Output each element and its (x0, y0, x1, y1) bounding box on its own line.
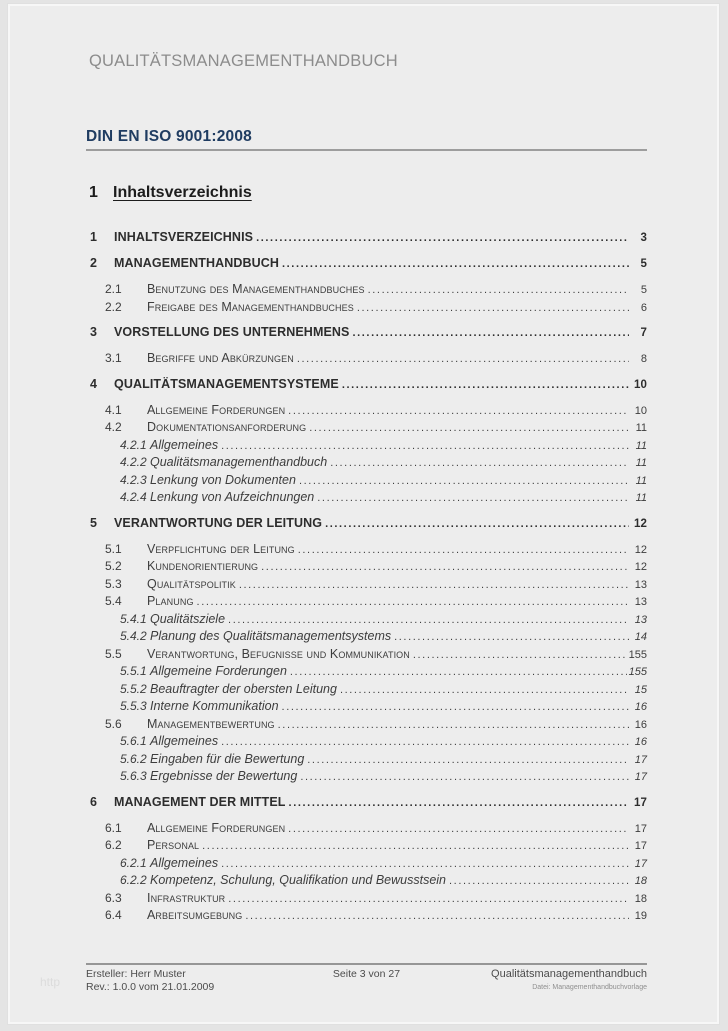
toc-entry-label: Lenkung von Dokumenten (150, 472, 296, 487)
toc-entry-page: 155 (628, 666, 647, 678)
document-page (8, 4, 719, 1024)
toc-dot-leader (228, 891, 629, 905)
toc-entry-page: 11 (635, 422, 647, 434)
toc-entry-label: Ergebnisse der Bewertung (150, 769, 298, 783)
toc-dot-leader (282, 256, 629, 270)
toc-dot-leader (300, 769, 629, 783)
toc-entry (86, 891, 647, 909)
toc-entry-label: Interne Kommunikation (150, 699, 279, 713)
toc-entry (86, 734, 647, 752)
toc-entry-label: Verantwortung, Befugnisse und Kommunikation (147, 646, 410, 661)
toc-entry-label: Qualitätspolitik (147, 576, 236, 591)
toc-entry (86, 699, 647, 717)
toc-entry-number: 6.4 (105, 908, 122, 922)
toc-entry-number: 4.2.2 (120, 455, 147, 469)
toc-dot-leader (340, 682, 629, 696)
toc-entry-label: Benutzung des Managementhandbuches (147, 282, 365, 296)
toc-entry-label: INHALTSVERZEICHNIS (114, 230, 254, 244)
toc-dot-leader (342, 377, 629, 391)
toc-entry-number: 4.2.4 (120, 490, 147, 504)
footer-right (460, 968, 647, 994)
section-title: Inhaltsverzeichnis (113, 184, 252, 201)
toc-entry-number: 5.5 (105, 646, 122, 661)
toc-entry-label: Qualitätsmanagementhandbuch (150, 455, 328, 469)
toc-entry-page: 12 (634, 517, 647, 530)
toc-dot-leader (282, 699, 629, 713)
watermark-text: http (40, 975, 61, 989)
toc-entry-number: 4.2.3 (120, 472, 147, 487)
toc-entry (86, 516, 647, 534)
toc-entry-label: Beauftragter der obersten Leitung (150, 681, 337, 696)
toc-entry-label: MANAGEMENTHANDBUCH (114, 256, 279, 270)
toc-entry (86, 795, 647, 813)
toc-entry (86, 577, 647, 595)
toc-entry-page: 15 (634, 683, 647, 696)
toc-entry (86, 256, 647, 274)
toc-entry-number: 5.4.1 (120, 611, 147, 626)
toc-entry-label: Verpflichtung der Leitung (147, 541, 295, 556)
toc-dot-leader (290, 664, 627, 678)
toc-entry-number: 5.6.1 (120, 734, 147, 748)
toc-entry-label: MANAGEMENT DER MITTEL (114, 794, 286, 809)
toc-entry (86, 282, 647, 300)
toc-entry-label: Begriffe und Abkürzungen (147, 351, 294, 365)
toc-entry (86, 752, 647, 770)
toc-entry (86, 647, 647, 665)
toc-entry-page: 17 (634, 771, 647, 783)
toc-entry-label: Qualitätsziele (150, 611, 226, 626)
toc-entry-page: 13 (634, 596, 647, 608)
toc-dot-leader (352, 325, 629, 339)
toc-entry-number: 5.5.2 (120, 681, 147, 696)
toc-dot-leader (278, 717, 629, 731)
toc-dot-leader (307, 752, 629, 766)
toc-entry-page: 18 (634, 892, 647, 905)
toc-entry-page: 19 (634, 910, 647, 922)
toc-entry-label: Managementbewertung (147, 716, 275, 731)
toc-entry-number: 5.6 (105, 716, 122, 731)
toc-entry (86, 473, 647, 491)
table-of-contents (86, 202, 647, 926)
toc-dot-leader (221, 734, 629, 748)
toc-entry-page: 18 (634, 875, 647, 887)
toc-dot-leader (228, 612, 629, 626)
toc-entry-number: 6.2.2 (120, 873, 147, 887)
toc-entry-number: 5.5.3 (120, 699, 147, 713)
toc-entry-page: 17 (634, 796, 647, 809)
toc-dot-leader (239, 577, 629, 591)
toc-entry-page: 16 (634, 701, 647, 713)
footer-file-info: Datei: Managementhandbuchvorlage (532, 984, 647, 991)
toc-entry-number: 6.1 (105, 820, 122, 835)
toc-entry-label: Personal (147, 838, 200, 852)
toc-entry-number: 5.6.3 (120, 769, 147, 783)
toc-dot-leader (288, 403, 629, 417)
toc-entry (86, 664, 647, 682)
toc-dot-leader (317, 490, 629, 504)
footer-doc-title: Qualitätsmanagementhandbuch (491, 968, 647, 980)
toc-entry-page: 13 (634, 578, 647, 591)
toc-entry-page: 3 (640, 232, 647, 244)
toc-dot-leader (394, 629, 629, 643)
toc-entry-label: VERANTWORTUNG DER LEITUNG (114, 515, 323, 530)
toc-entry-number: 5.4 (105, 594, 122, 608)
footer-page-info: Seite 3 von 27 (332, 968, 401, 980)
document-title: QUALITÄTSMANAGEMENTHANDBUCH (89, 52, 398, 70)
toc-entry (86, 403, 647, 421)
toc-dot-leader (330, 455, 629, 469)
toc-entry-label: Allgemeines (150, 855, 219, 870)
toc-entry-page: 10 (634, 378, 647, 391)
toc-entry-page: 11 (635, 474, 647, 487)
toc-entry-label: Eingaben für die Bewertung (150, 751, 305, 766)
toc-entry-page: 17 (634, 840, 647, 852)
toc-dot-leader (197, 594, 629, 608)
toc-entry-label: Allgemeine Forderungen (147, 820, 286, 835)
toc-entry-page: 11 (635, 457, 647, 469)
toc-entry-page: 16 (634, 718, 647, 731)
page-footer (86, 963, 647, 994)
toc-entry-number: 5.6.2 (120, 751, 147, 766)
toc-entry-page: 14 (634, 631, 647, 643)
toc-entry (86, 420, 647, 438)
toc-entry-label: Arbeitsumgebung (147, 908, 243, 922)
toc-entry-label: Allgemeine Forderungen (150, 664, 287, 678)
toc-dot-leader (256, 230, 629, 244)
toc-entry-label: Planung des Qualitätsmanagementsystems (150, 629, 392, 643)
toc-entry-label: Kundenorientierung (147, 559, 259, 573)
toc-entry-page: 8 (640, 353, 647, 365)
toc-entry-label: Dokumentationsanforderung (147, 420, 307, 434)
standard-heading: DIN EN ISO 9001:2008 (86, 128, 647, 151)
toc-entry-number: 5.3 (105, 576, 122, 591)
toc-entry-page: 17 (634, 753, 647, 766)
toc-dot-leader (221, 438, 629, 452)
toc-entry (86, 717, 647, 735)
toc-entry-number: 6.2 (105, 838, 122, 852)
toc-entry (86, 908, 647, 926)
toc-entry-number: 4.2.1 (120, 437, 147, 452)
toc-entry (86, 682, 647, 700)
toc-entry-number: 4 (90, 376, 98, 391)
toc-entry-number: 6 (90, 794, 98, 809)
toc-entry-label: Lenkung von Aufzeichnungen (150, 490, 315, 504)
toc-entry-label: Allgemeines (150, 734, 219, 748)
section-heading (86, 184, 647, 202)
toc-entry-number: 5.4.2 (120, 629, 147, 643)
toc-dot-leader (298, 542, 629, 556)
footer-creator: Ersteller: Herr Muster (86, 968, 186, 980)
toc-entry-number: 5.5.1 (120, 664, 147, 678)
toc-entry (86, 769, 647, 787)
toc-entry-page: 12 (634, 561, 647, 573)
toc-entry-page: 155 (628, 648, 647, 661)
toc-entry-label: VORSTELLUNG DES UNTERNEHMENS (114, 325, 350, 339)
toc-entry (86, 455, 647, 473)
toc-entry (86, 438, 647, 456)
toc-dot-leader (221, 856, 629, 870)
toc-dot-leader (299, 473, 629, 487)
toc-dot-leader (325, 516, 629, 530)
toc-entry-number: 2.1 (105, 282, 122, 296)
footer-revision: Rev.: 1.0.0 vom 21.01.2009 (86, 981, 215, 993)
toc-entry (86, 351, 647, 369)
toc-entry-label: Kompetenz, Schulung, Qualifikation und Bewusstsein (150, 873, 447, 887)
toc-entry (86, 629, 647, 647)
toc-entry (86, 594, 647, 612)
toc-entry-label: Planung (147, 594, 194, 608)
toc-entry-number: 5.2 (105, 559, 122, 573)
toc-entry-number: 6.2.1 (120, 855, 147, 870)
toc-entry (86, 856, 647, 874)
toc-dot-leader (261, 559, 629, 573)
toc-entry-label: QUALITÄTSMANAGEMENTSYSTEME (114, 376, 339, 391)
toc-entry (86, 542, 647, 560)
toc-dot-leader (449, 873, 629, 887)
toc-entry-number: 3 (90, 325, 98, 339)
toc-entry-number: 3.1 (105, 351, 122, 365)
toc-dot-leader (289, 795, 629, 809)
toc-dot-leader (202, 838, 629, 852)
toc-entry-number: 4.1 (105, 402, 122, 417)
toc-entry-number: 4.2 (105, 420, 122, 434)
toc-entry-number: 5 (90, 515, 98, 530)
toc-entry-label: Freigabe des Managementhandbuches (147, 299, 354, 314)
toc-entry-page: 17 (634, 822, 647, 835)
toc-entry (86, 230, 647, 248)
toc-entry-page: 11 (635, 492, 647, 504)
toc-dot-leader (297, 351, 629, 365)
section-number: 1 (89, 184, 98, 201)
toc-entry-page: 16 (634, 736, 647, 748)
toc-dot-leader (288, 821, 629, 835)
toc-entry-number: 5.1 (105, 541, 122, 556)
toc-entry-page: 7 (640, 327, 647, 339)
toc-entry-page: 6 (640, 301, 647, 314)
toc-dot-leader (368, 282, 629, 296)
toc-dot-leader (413, 647, 627, 661)
toc-entry-number: 2 (90, 256, 98, 270)
toc-entry (86, 490, 647, 508)
toc-entry (86, 300, 647, 318)
toc-entry (86, 821, 647, 839)
toc-entry-label: Allgemeine Forderungen (147, 402, 286, 417)
toc-entry-number: 1 (90, 230, 98, 244)
toc-entry-page: 12 (634, 543, 647, 556)
toc-dot-leader (357, 300, 629, 314)
toc-entry (86, 559, 647, 577)
toc-entry (86, 325, 647, 343)
toc-entry-number: 2.2 (105, 299, 122, 314)
toc-entry (86, 612, 647, 630)
toc-dot-leader (245, 908, 629, 922)
toc-entry-page: 5 (640, 284, 647, 296)
toc-entry (86, 377, 647, 395)
toc-entry-page: 10 (634, 404, 647, 417)
toc-entry-page: 5 (640, 258, 647, 270)
footer-left (86, 968, 273, 994)
toc-entry (86, 838, 647, 856)
toc-entry-page: 13 (634, 613, 647, 626)
toc-entry-page: 17 (634, 857, 647, 870)
toc-entry-label: Allgemeines (150, 437, 219, 452)
toc-dot-leader (309, 420, 629, 434)
toc-entry (86, 873, 647, 891)
toc-entry-number: 6.3 (105, 890, 122, 905)
toc-entry-label: Infrastruktur (147, 890, 226, 905)
toc-entry-page: 11 (635, 439, 647, 452)
